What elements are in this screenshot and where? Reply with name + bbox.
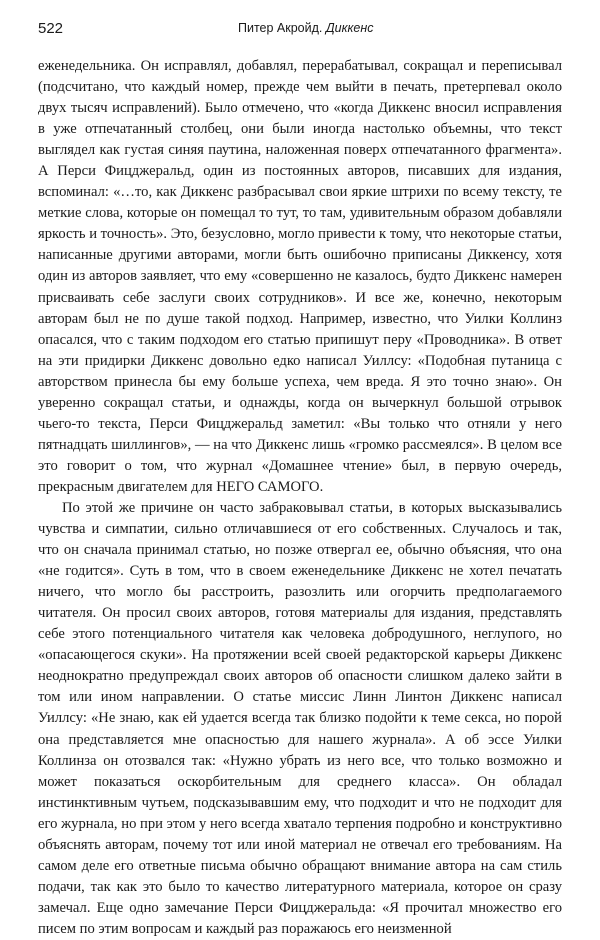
running-head-title: Диккенс [325, 21, 374, 35]
page-number: 522 [38, 20, 64, 37]
running-head-author: Питер Акройд. [238, 21, 323, 35]
paragraph-1: еженедельника. Он исправлял, добавлял, перерабатывал, сокращал и переписывал (подсчитано, что каждый номер, прежде чем выйти в печать, претерпевал около двух тысяч исправлений). Было отмечено, что «когда Диккенс вносил исправления в уже отпечатанный столбец, они были иногда настолько объемны, что текст выглядел как густая синяя паутина, наложенная поверх отпечатанного фрагмента». А Перси Фицджеральд, один из постоянных авторов, писавших для издания, вспоминал: «…то, как Диккенс разбрасывал свои яркие штрихи по всему тексту, те меткие слова, которые он помещал то тут, то там, удивительным образом добавляли яркость и точность». Это, безусловно, могло привести к тому, что некоторые статьи, написанные другими авторами, могли быть ошибочно приписаны Диккенсу, хотя один из авторов заявляет, что ему «совершенно не казалось, будто Диккенс намерен присваивать себе заслуги своих сотрудников». И все же, конечно, некоторым авторам был не по душе такой подход. Например, известно, что Уилки Коллинз опасался, что с таким подходом его статью припишут перу «Проводника». В ответ на эти придирки Диккенс довольно едко написал Уиллсу: «Подобная путаница с авторством принесла бы ему больше успеха, чем вреда. Я это точно знаю». Он уверенно сокращал статьи, и однажды, когда он вычеркнул большой отрывок чьего-то текста, Перси Фицджеральд заметил: «Вы только что отняли у него пятнадцать шиллингов», — на что Диккенс лишь «громко рассмеялся». В целом все это говорит о том, что журнал «Домашнее чтение» был, в первую очередь, прекрасным двигателем для НЕГО САМОГО. [38, 58, 562, 495]
running-head [238, 21, 374, 35]
page-header [38, 18, 562, 42]
paragraph-2: По этой же причине он часто забраковывал статьи, в которых высказывались чувства и симпатии, сильно отличавшиеся от его собственных. Случалось и так, что он сначала принимал статью, но позже отвергал ее, обычно объясняя, что она «не годится». Суть в том, что в своем еженедельнике Диккенс не хотел печатать ничего, что могло бы расстроить, разозлить или огорчить предполагаемого читателя. Он просил своих авторов, готовя материалы для издания, представлять себе этого потенциального читателя как человека добродушного, неглупого, но «опасающегося скуки». На протяжении всей своей редакторской карьеры Диккенс неоднократно предупреждал своих авторов об опасности слишком далеко зайти в том или ином направлении. О статье миссис Линн Линтон Диккенс написал Уиллсу: «Не знаю, как ей удается всегда так близко подойти к теме секса, но порой она представляется мне опасностью для нашего журнала». А об эссе Уилки Коллинза он отозвался так: «Нужно убрать из него все, что только возможно и может показаться оскорбительным для среднего класса». Он обладал инстинктивным чутьем, подсказывавшим ему, что подходит и что не подходит для его журнала, но при этом у него всегда хватало терпения подробно и конструктивно объяснять авторам, почему тот или иной материал не отвечал его требованиям. На самом деле его ответные письма обычно обращают внимание автора на сам стиль подачи, так как это было то качество литературного материала, которое он сразу замечал. Еще одно замечание Перси Фицджеральда: «Я прочитал множество его писем по этим вопросам и каждый раз поражаюсь его неизменной [38, 499, 562, 937]
body-text [38, 56, 562, 940]
